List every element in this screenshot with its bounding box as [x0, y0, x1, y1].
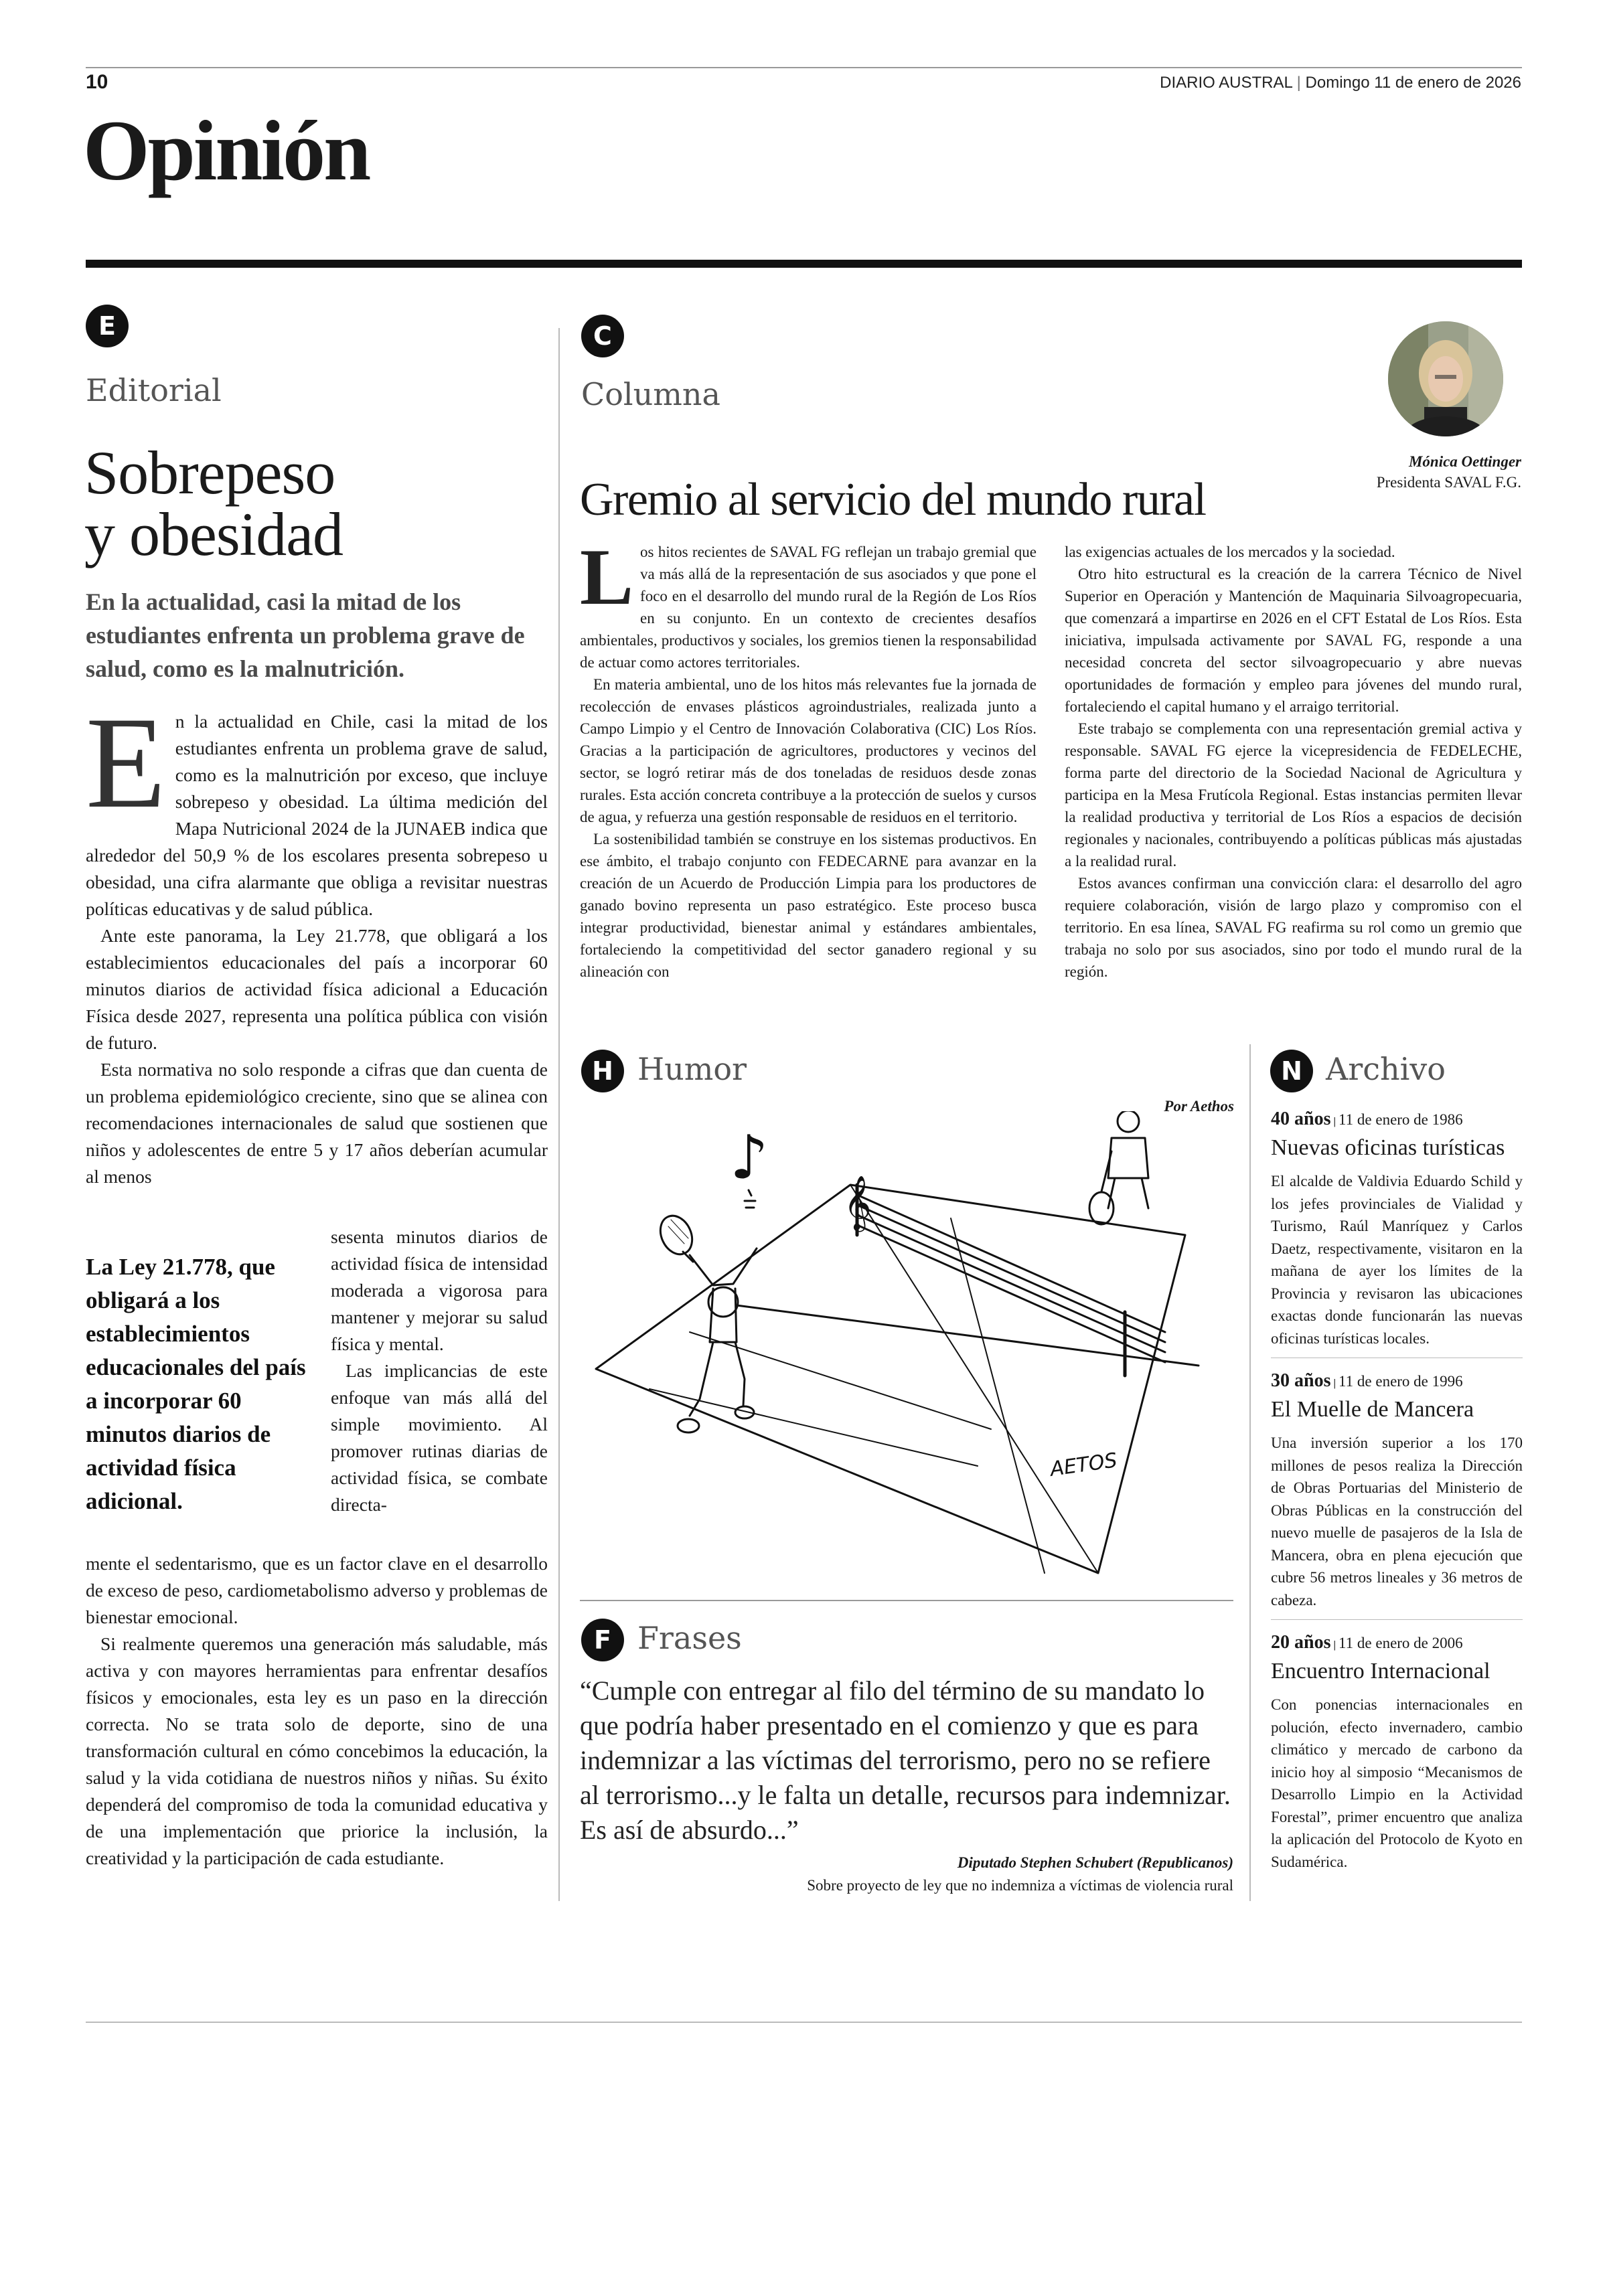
editorial-dropcap: E — [86, 690, 166, 835]
column-left-text — [580, 532, 1037, 983]
court-outline — [596, 1185, 1185, 1573]
archivo-text: Una inversión superior a los 170 millones de pesos realiza la Dirección de Obras Portuarias del Ministerio de Obras Públicas en la construcción del nuevo muelle de pasajeros de la Isla de Mancera, obra en plena ejecución que cubre 56 metros lineales y 36 metros de cabeza. — [1271, 1434, 1523, 1609]
editorial-title-line1: Sobrepeso — [84, 438, 335, 507]
humor-badge: H — [581, 1050, 624, 1092]
archivo-item — [1271, 1109, 1523, 1349]
separator: | — [1296, 74, 1306, 92]
archivo-title: Encuentro Internacional — [1271, 1659, 1490, 1684]
top-rule — [86, 67, 1522, 68]
archivo-badge: N — [1270, 1050, 1313, 1092]
humor-cartoon — [576, 1111, 1245, 1593]
editorial-pullquote: La Ley 21.778, que obligará a los establecimientos educacionales del país a incorporar 60 minutos diarios de actividad física adicional. — [86, 1254, 306, 1514]
editorial-title — [84, 438, 343, 568]
column-left-p1: os hitos recientes de SAVAL FG reflejan un trabajo gremial que va más allá de la representación de sus asociados y que pone el foco en el desarrollo del mundo rural de la Región de Los Ríos en su conjunto. En un contexto de crecientes desafíos ambientales, productivos y sociales, los gremios tienen la responsabilidad de actuar como actores territoriales. — [580, 544, 1037, 671]
frases-quote: “Cumple con entregar al filo del término de su mandato lo que podría haber presentado en el comienzo y que es para indemnizar a las víctimas del terrorismo, pero no se refiere al terrorismo...y le falta un detalle, recursos para indemnizar. Es así de absurdo...” — [580, 1675, 1231, 1845]
editorial-badge: E — [86, 305, 129, 347]
archivo-list — [1271, 1109, 1523, 1873]
editorial-body-top — [86, 690, 548, 1190]
column-right-p2: Otro hito estructural es la creación de la carrera Técnico de Nivel Superior en Operación y Mantención de Maquinaria Silvoagropecuaria, que comenzará a impartirse en 2026 en el CFT Estatal de Los Ríos. Esta iniciativa, impulsada activamente por SAVAL FG, responde a una necesidad concreta del sector silvoagropecuario y abre nuevas oportunidades de formación y empleo para jóvenes del mundo rural, fortaleciendo el capital humano y el arraigo territorial. — [1065, 566, 1522, 715]
archivo-divider-2 — [1271, 1619, 1523, 1620]
editorial-p3-narrow: sesenta minutos diarios de actividad física de intensidad moderada a vigorosa para mantener y mejorar su salud física y mental. — [331, 1226, 548, 1354]
archivo-sep: | — [1333, 1378, 1338, 1389]
publication-name: DIARIO AUSTRAL — [1160, 74, 1292, 92]
column-left-p2: En materia ambiental, uno de los hitos más relevantes fue la jornada de recolección de envases plásticos agroindustriales, realizada junto a Campo Limpio y el Centro de Innovación Colaborativa (CIC) Los Ríos. Gracias a la participación de agricultores, productores y vecinos del sector, se logró retirar más de dos toneladas de residuos desde zonas rurales. Esta acción concreta contribuye a la protección de suelos y cursos de agua, y refuerza una gestión responsable de residuos en el territorio. — [580, 676, 1037, 825]
music-note-icon — [730, 1123, 768, 1208]
column-dropcap: L — [580, 532, 634, 621]
editorial-p4-narrow: Las implicancias de este enfoque van más allá del simple movimiento. Al promover rutinas diarias de actividad física, se combate directa- — [331, 1360, 548, 1515]
archivo-years: 30 años — [1271, 1370, 1331, 1391]
editorial-body-bottom — [86, 1550, 548, 1872]
publication-date — [1160, 74, 1521, 92]
archivo-divider — [1249, 1044, 1251, 1901]
archivo-years: 40 años — [1271, 1109, 1331, 1129]
author-role: Presidenta SAVAL F.G. — [1376, 474, 1521, 491]
cartoon-signature: AETOS — [1049, 1449, 1119, 1481]
editorial-p1-start: n la actualidad en Chile, casi la mitad de los estudiantes enfrenta un problema grave de salud, como es la malnutrición por exceso, que incluye sobrepeso y obesidad. — [175, 711, 548, 812]
archivo-title: Nuevas oficinas turísticas — [1271, 1135, 1505, 1160]
bottom-rule — [86, 2022, 1522, 2023]
column-label: Columna — [581, 376, 720, 412]
archivo-sep: | — [1333, 1116, 1338, 1127]
column-title: Gremio al servicio del mundo rural — [580, 474, 1206, 525]
editorial-p3-full: Esta normativa no solo responde a cifras que dan cuenta de un problema epidemiológico creciente, sino que se alinea con recomendaciones internacionales de salud que sostienen que niños y adolescentes de entre 5 y 17 años deberían acumular al menos — [86, 1059, 548, 1187]
author-name: Mónica Oettinger — [1408, 453, 1521, 470]
archivo-date: 11 de enero de 1986 — [1338, 1111, 1463, 1128]
archivo-years: 20 años — [1271, 1632, 1331, 1653]
archivo-text: El alcalde de Valdivia Eduardo Schild y los jefes provinciales de Vialidad y Turismo, Raúl Manríquez y Carlos Daetz, respectivamente, visitaron en la mañana de ayer los límites de la Provincia y revisaron las ubicaciones exactas donde funcionarán las nuevas oficinas turísticas locales. — [1271, 1173, 1523, 1347]
archivo-item — [1271, 1370, 1523, 1611]
frases-speaker: Diputado Stephen Schubert (Republicanos) — [957, 1854, 1233, 1871]
editorial-lead: En la actualidad, casi la mitad de los estudiantes enfrenta un problema grave de salud, como es la malnutrición. — [86, 588, 525, 682]
archivo-item — [1271, 1632, 1523, 1873]
issue-date: Domingo 11 de enero de 2026 — [1305, 74, 1521, 92]
archivo-item-header — [1271, 1632, 1523, 1653]
column-right-p1: las exigencias actuales de los mercados y la sociedad. — [1065, 544, 1395, 560]
archivo-item-header — [1271, 1109, 1523, 1130]
net — [844, 1175, 1165, 1376]
column-right-p3: Este trabajo se complementa con una representación gremial activa y responsable. SAVAL FG ejerce la vicepresidencia de FEDELECHE, forma parte del directorio de la Sociedad Nacional de Agricultura y participa en la Mesa Frutícola Regional. Estas instancias permiten llevar la realidad productiva y territorial de Los Ríos a espacios de decisión regionales y nacionales, contribuyendo a políticas públicas más ajustadas a la realidad rural. — [1065, 720, 1522, 870]
editorial-title-line2: y obesidad — [84, 500, 343, 568]
column-right-text — [1065, 541, 1522, 983]
editorial-label: Editorial — [86, 372, 222, 408]
editorial-body-narrow — [331, 1224, 548, 1518]
far-player — [1089, 1111, 1148, 1224]
header-thick-rule — [86, 260, 1522, 268]
archivo-sep: | — [1333, 1639, 1338, 1651]
archivo-item-header — [1271, 1370, 1523, 1392]
editorial-p2: Ante este panorama, la Ley 21.778, que obligará a los establecimientos educacionales del país a incorporar 60 minutos diarios de actividad física adicional a Educación Física desde 2027, representa una política pública con visión de futuro. — [86, 925, 548, 1053]
column-badge: C — [581, 315, 624, 357]
archivo-date: 11 de enero de 1996 — [1338, 1373, 1463, 1390]
page-number: 10 — [86, 71, 108, 93]
editorial-p5: Si realmente queremos una generación más saludable, más activa y con mayores herramientas para enfrentar desafíos físicos y emocionales, esta ley es un paso en la dirección correcta. No se trata solo de deporte, sino de una transformación cultural en cómo concebimos la educación, la salud y la vida cotidiana de nuestros niños y niñas. Su éxito dependerá del compromiso de toda la comunidad educativa y de una implementación que priorice la inclusión, la creatividad y la participación de cada estudiante. — [86, 1633, 548, 1868]
archivo-label: Archivo — [1326, 1051, 1446, 1087]
svg-text:𝄞: 𝄞 — [844, 1175, 872, 1230]
editorial-p1-rest: La última medición del Mapa Nutricional 2024 de la JUNAEB indica que alrededor del 50,9 % de los escolares presenta sobrepeso u obesidad, una cifra alarmante que obliga a revisitar nuestras políticas educativas y de salud pública. — [86, 791, 548, 919]
column-right-p4: Estos avances confirman una convicción clara: el desarrollo del agro requiere colaboración, visión de largo plazo y compromiso con el territorio. En esa línea, SAVAL FG reafirma su rol como un gremio que trabaja no solo por sus asociados, sino por todo el mundo rural de la región. — [1065, 875, 1522, 980]
archivo-text: Con ponencias internacionales en polución, efecto invernadero, cambio climático y mercado de carbono da inicio hoy al simposio “Mecanismos de Desarrollo Limpio en la Actividad Forestal”, primer encuentro que analiza la aplicación del Protocolo de Kyoto en Sudamérica. — [1271, 1696, 1523, 1870]
frases-badge: F — [581, 1619, 624, 1661]
frases-context: Sobre proyecto de ley que no indemniza a víctimas de violencia rural — [807, 1877, 1233, 1894]
archivo-date: 11 de enero de 2006 — [1338, 1635, 1463, 1651]
section-title: Opinión — [83, 103, 370, 198]
humor-bottom-rule — [580, 1600, 1233, 1601]
archivo-title: El Muelle de Mancera — [1271, 1397, 1474, 1422]
column-left-p3: La sostenibilidad también se construye en los sistemas productivos. En ese ámbito, el trabajo conjunto con FEDECARNE para avanzar en la creación de un Acuerdo de Producción Limpia para los productores de ganado bovino representa un paso estratégico. Este proceso busca integrar productividad, bienestar animal y estándares ambientales, fortaleciendo la competitividad del sector ganadero regional y su alineación con — [580, 831, 1037, 980]
humor-label: Humor — [637, 1051, 747, 1087]
humor-credit: Por Aethos — [1164, 1098, 1234, 1115]
author-photo — [1388, 321, 1503, 436]
editorial-p4-full: mente el sedentarismo, que es un factor clave en el desarrollo de exceso de peso, cardiometabolismo adverso y problemas de bienestar emocional. — [86, 1553, 548, 1627]
frases-label: Frases — [637, 1620, 742, 1656]
column-divider — [558, 328, 560, 1901]
court-baseline-inner — [850, 1185, 1098, 1573]
svg-text:♪: ♪ — [730, 1123, 769, 1193]
